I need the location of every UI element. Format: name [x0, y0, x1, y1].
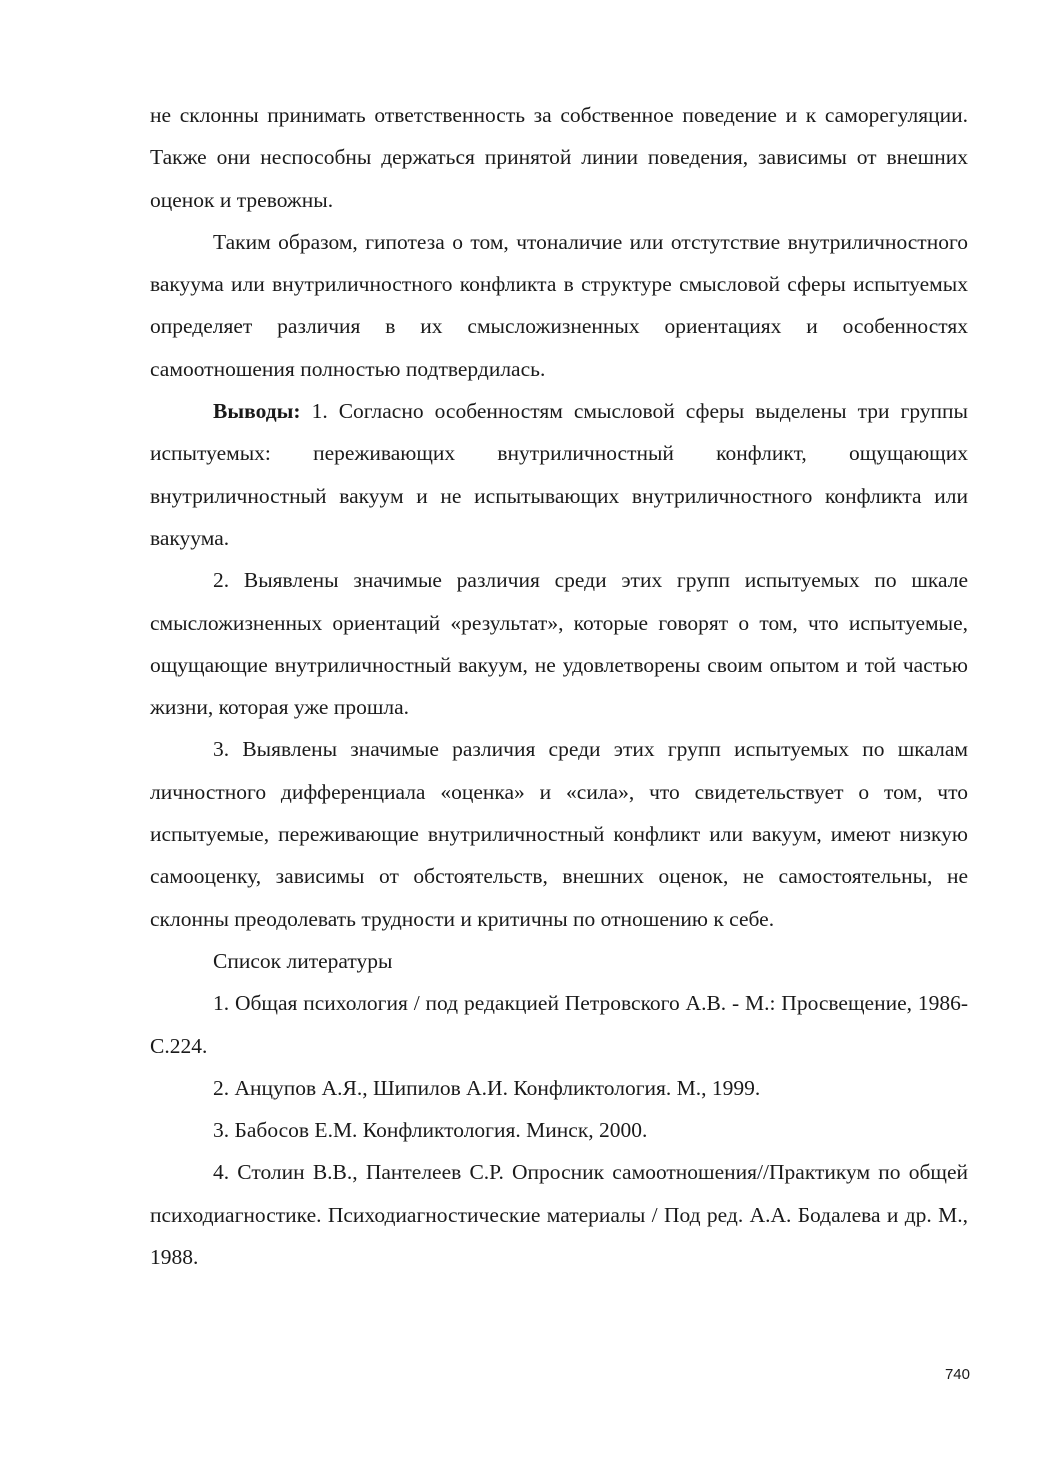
page-number: 740 [944, 1366, 970, 1383]
paragraph-conclusion-3: 3. Выявлены значимые различия среди этих групп испытуемых по шкалам личностного дифференциала «оценка» и «сила», что свидетельствует о том, что испытуемые, переживающие внутриличностный конфликт или вакуум, имеют низкую самооценку, зависимы от обстоятельств, внешних оценок, не самостоятельны, не склонны преодолевать трудности и критичны по отношению к себе. [150, 737, 968, 931]
paragraph-hypothesis: Таким образом, гипотеза о том, чтоналичие или отстутствие внутриличностного вакуума или внутриличностного конфликта в структуре смысловой сферы испытуемых определяет различия в их смысложизненных ориентациях и особенностях самоотношения полностью подтвердилась. [150, 229, 968, 381]
reference-item-1: 1. Общая психология / под редакцией Петровского А.В. - М.: Просвещение, 1986- С.224. [150, 991, 968, 1058]
conclusion-1-text: 1. Согласно особенностям смысловой сферы выделены три группы испытуемых: переживающих внутриличностный конфликт, ощущающих внутриличностный вакуум и не испытывающих внутриличностного конфликта или вакуума. [150, 399, 968, 550]
paragraph-conclusion-1 [150, 390, 968, 559]
document-page [150, 94, 968, 1278]
paragraph-conclusion-2: 2. Выявлены значимые различия среди этих групп испытуемых по шкале смысложизненных ориентаций «результат», которые говорят о том, что испытуемые, ощущающие внутриличностный вакуум, не удовлетворены своим опытом и той частью жизни, которая уже прошла. [150, 568, 968, 720]
conclusions-label: Выводы: [213, 399, 301, 424]
references-heading: Список литературы [213, 948, 393, 973]
reference-item-3: 3. Бабосов Е.М. Конфликтология. Минск, 2000. [213, 1118, 648, 1143]
paragraph-continuation: не склонны принимать ответственность за собственное поведение и к саморегуляции. Также они неспособны держаться принятой линии поведения, зависимы от внешних оценок и тревожны. [150, 103, 968, 212]
reference-item-2: 2. Анцупов А.Я., Шипилов А.И. Конфликтология. М., 1999. [213, 1075, 761, 1100]
reference-item-4: 4. Столин В.В., Пантелеев С.Р. Опросник самоотношения//Практикум по общей психодиагностике. Психодиагностические материалы / Под ред. А.А. Бодалева и др. М., 1988. [150, 1160, 968, 1270]
